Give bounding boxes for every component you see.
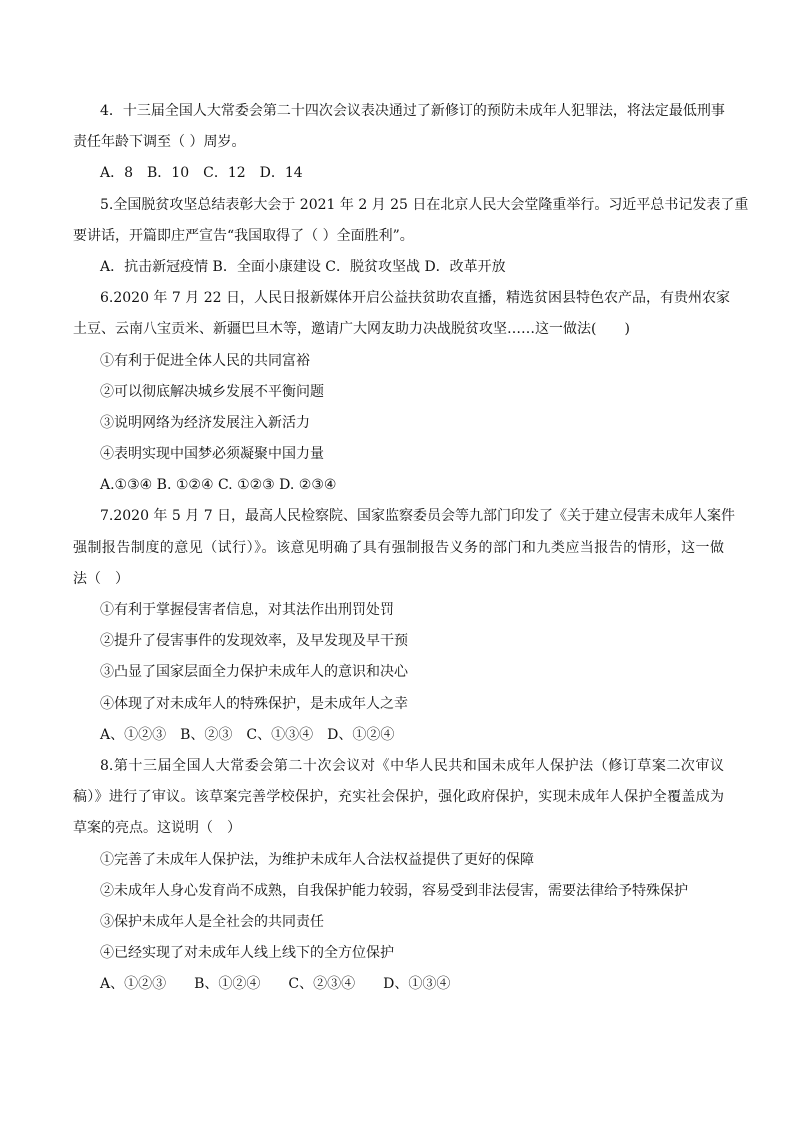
q6-stem-line: 土豆、云南八宝贡米、新疆巴旦木等，邀请广大网友助力决战脱贫攻坚……这一做法( ) bbox=[73, 321, 630, 338]
q8-stem-line: 草案的亮点。这说明（ ） bbox=[73, 820, 241, 837]
q7-statement: ④体现了对未成年人的特殊保护，是未成年人之幸 bbox=[100, 695, 408, 712]
q8-statement: ②未成年人身心发育尚不成熟，自我保护能力较弱，容易受到非法侵害，需要法律给予特殊保护 bbox=[100, 882, 688, 899]
q7-stem-line: 法（ ） bbox=[73, 570, 129, 587]
q7-statement: ①有利于掌握侵害者信息，对其法作出刑罚处罚 bbox=[100, 602, 394, 618]
q7-statement: ②提升了侵害事件的发现效率，及早发现及早干预 bbox=[100, 633, 408, 650]
exam-page bbox=[73, 96, 749, 1000]
q8-stem-line: 8.第十三届全国人大常委会第二十次会议对《中华人民共和国未成年人保护法（修订草案二次审议 bbox=[100, 757, 724, 774]
q6-stem-line: 6.2020 年 7 月 22 日，人民日报新媒体开启公益扶贫助农直播，精选贫困县特色农产品，有贵州农家 bbox=[100, 290, 730, 307]
q5-stem-line: 5.全国脱贫攻坚总结表彰大会于 2021 年 2 月 25 日在北京人民大会堂隆重举行。习近平总书记发表了重 bbox=[100, 196, 749, 213]
q8-statement: ①完善了未成年人保护法，为维护未成年人合法权益提供了更好的保障 bbox=[100, 851, 534, 868]
q6-statement: ②可以彻底解决城乡发展不平衡问题 bbox=[100, 383, 324, 400]
question-7 bbox=[73, 501, 736, 751]
q8-options: A、①②③ B、①②④ C、②③④ D、①③④ bbox=[100, 976, 451, 993]
q5-stem-line: 要讲话，开篇即庄严宣告“我国取得了（ ）全面胜利”。 bbox=[73, 227, 414, 244]
q4-stem-line: 4．十三届全国人大常委会第二十四次会议表决通过了新修订的预防未成年人犯罪法，将法定最低刑事 bbox=[100, 103, 725, 119]
q8-statement: ④已经实现了对未成年人线上线下的全方位保护 bbox=[100, 945, 394, 962]
q7-options: A、①②③ B、②③ C、①③④ D、①②④ bbox=[100, 726, 395, 743]
q8-stem-line: 稿）》进行了审议。该草案完善学校保护，充实社会保护，强化政府保护，实现未成年人保护全覆盖成为 bbox=[73, 789, 724, 806]
q6-options: A.①③④ B. ①②④ C. ①②③ D. ②③④ bbox=[100, 477, 337, 494]
q4-options: A．8 B．10 C．12 D．14 bbox=[100, 165, 303, 182]
q8-statement: ③保护未成年人是全社会的共同责任 bbox=[100, 913, 324, 930]
q6-statement: ④表明实现中国梦必须凝聚中国力量 bbox=[100, 446, 324, 463]
q6-statement: ①有利于促进全体人民的共同富裕 bbox=[100, 352, 310, 369]
question-6 bbox=[73, 283, 730, 501]
question-5 bbox=[73, 190, 749, 284]
question-8 bbox=[73, 751, 724, 1001]
q6-statement: ③说明网络为经济发展注入新活力 bbox=[100, 414, 310, 431]
q4-stem-line: 责任年龄下调至（ ）周岁。 bbox=[73, 134, 246, 151]
q7-stem-line: 强制报告制度的意见（试行）》。该意见明确了具有强制报告义务的部门和九类应当报告的情形，这一做 bbox=[73, 539, 724, 556]
question-4 bbox=[73, 96, 724, 190]
q7-stem-line: 7.2020 年 5 月 7 日，最高人民检察院、国家监察委员会等九部门印发了《关于建立侵害未成年人案件 bbox=[100, 508, 736, 525]
q7-statement: ③凸显了国家层面全力保护未成年人的意识和决心 bbox=[100, 664, 408, 681]
q5-options: A．抗击新冠疫情 B．全面小康建设 C．脱贫攻坚战 D．改革开放 bbox=[100, 258, 506, 275]
